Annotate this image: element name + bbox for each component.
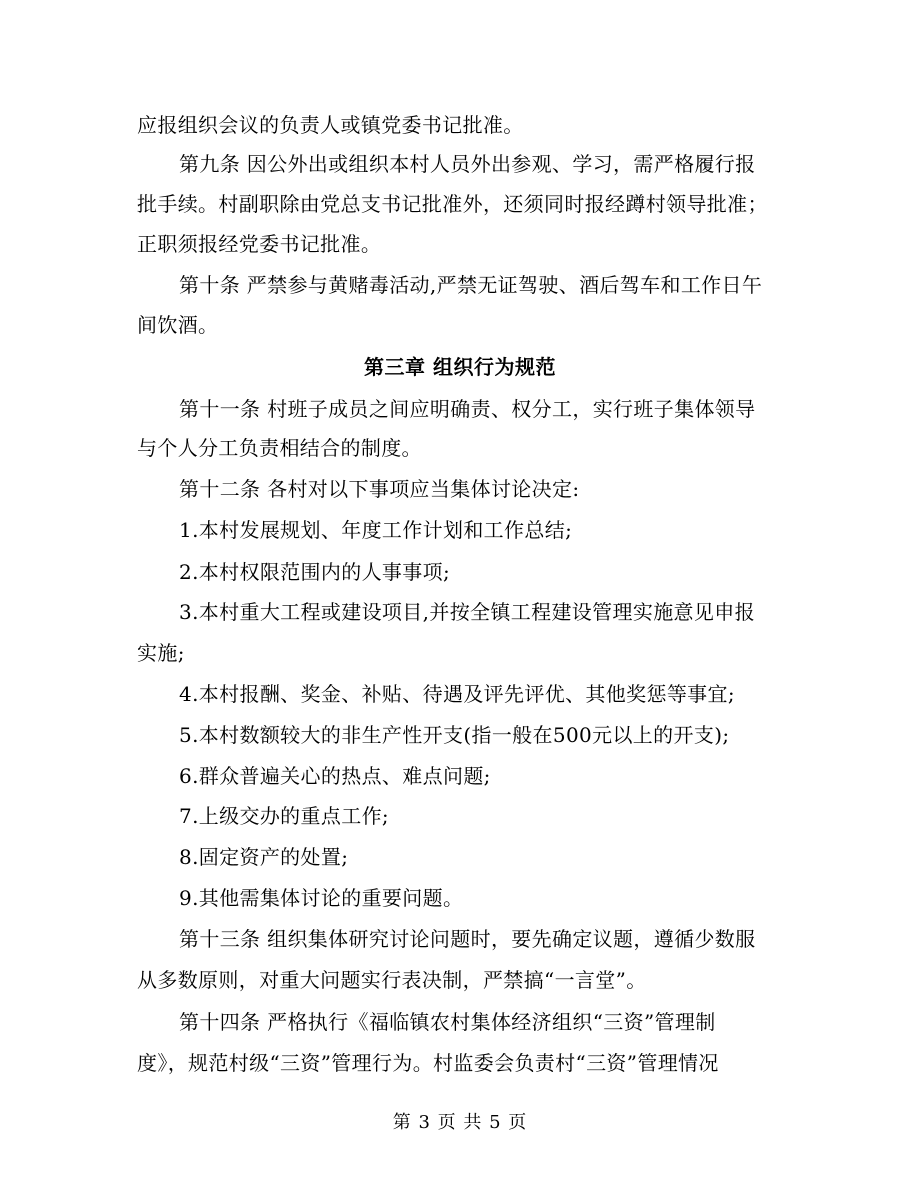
paragraph-line: 从多数原则，对重大问题实行表决制，严禁搞“一言堂”。: [137, 968, 647, 992]
paragraph-line: 与个人分工负责相结合的制度。: [137, 436, 422, 460]
paragraph-line: 第十条 严禁参与黄赌毒活动,严禁无证驾驶、酒后驾车和工作日午: [179, 273, 763, 297]
paragraph-line: 批手续。村副职除由党总支书记批准外，还须同时报经蹲村领导批准；: [137, 192, 768, 216]
list-item: 3.本村重大工程或建设项目,并按全镇工程建设管理实施意见申报: [179, 600, 755, 624]
list-item: 1.本村发展规划、年度工作计划和工作总结;: [179, 518, 573, 542]
list-item: 4.本村报酬、奖金、补贴、待遇及评先评优、其他奖惩等事宜;: [179, 682, 735, 706]
list-item: 6.群众普遍关心的热点、难点问题;: [179, 764, 491, 788]
paragraph-line: 度》，规范村级“三资”管理行为。村监委会负责村“三资”管理情况: [137, 1051, 719, 1075]
chapter-heading: 第三章 组织行为规范: [364, 355, 556, 379]
list-item: 9.其他需集体讨论的重要问题。: [179, 886, 464, 910]
list-item: 2.本村权限范围内的人事事项;: [179, 560, 451, 584]
list-item: 5.本村数额较大的非生产性开支(指一般在500元以上的开支);: [179, 723, 730, 747]
paragraph-line: 第十一条 村班子成员之间应明确责、权分工，实行班子集体领导: [179, 397, 756, 421]
paragraph-line: 第十三条 组织集体研究讨论问题时，要先确定议题，遵循少数服: [179, 927, 756, 951]
paragraph-line: 应报组织会议的负责人或镇党委书记批准。: [137, 113, 524, 137]
list-item-continuation: 实施;: [137, 641, 185, 665]
paragraph-line: 第十四条 严格执行《福临镇农村集体经济组织“三资”管理制: [179, 1010, 716, 1034]
paragraph-line: 第十二条 各村对以下事项应当集体讨论决定:: [179, 477, 580, 501]
paragraph-line: 第九条 因公外出或组织本村人员外出参观、学习，需严格履行报: [179, 152, 756, 176]
paragraph-line: 间饮酒。: [137, 313, 219, 337]
list-item: 8.固定资产的处置;: [179, 845, 349, 869]
list-item: 7.上级交办的重点工作;: [179, 804, 390, 828]
paragraph-line: 正职须报经党委书记批准。: [137, 232, 382, 256]
page-footer: 第 3 页 共 5 页: [392, 1112, 528, 1133]
